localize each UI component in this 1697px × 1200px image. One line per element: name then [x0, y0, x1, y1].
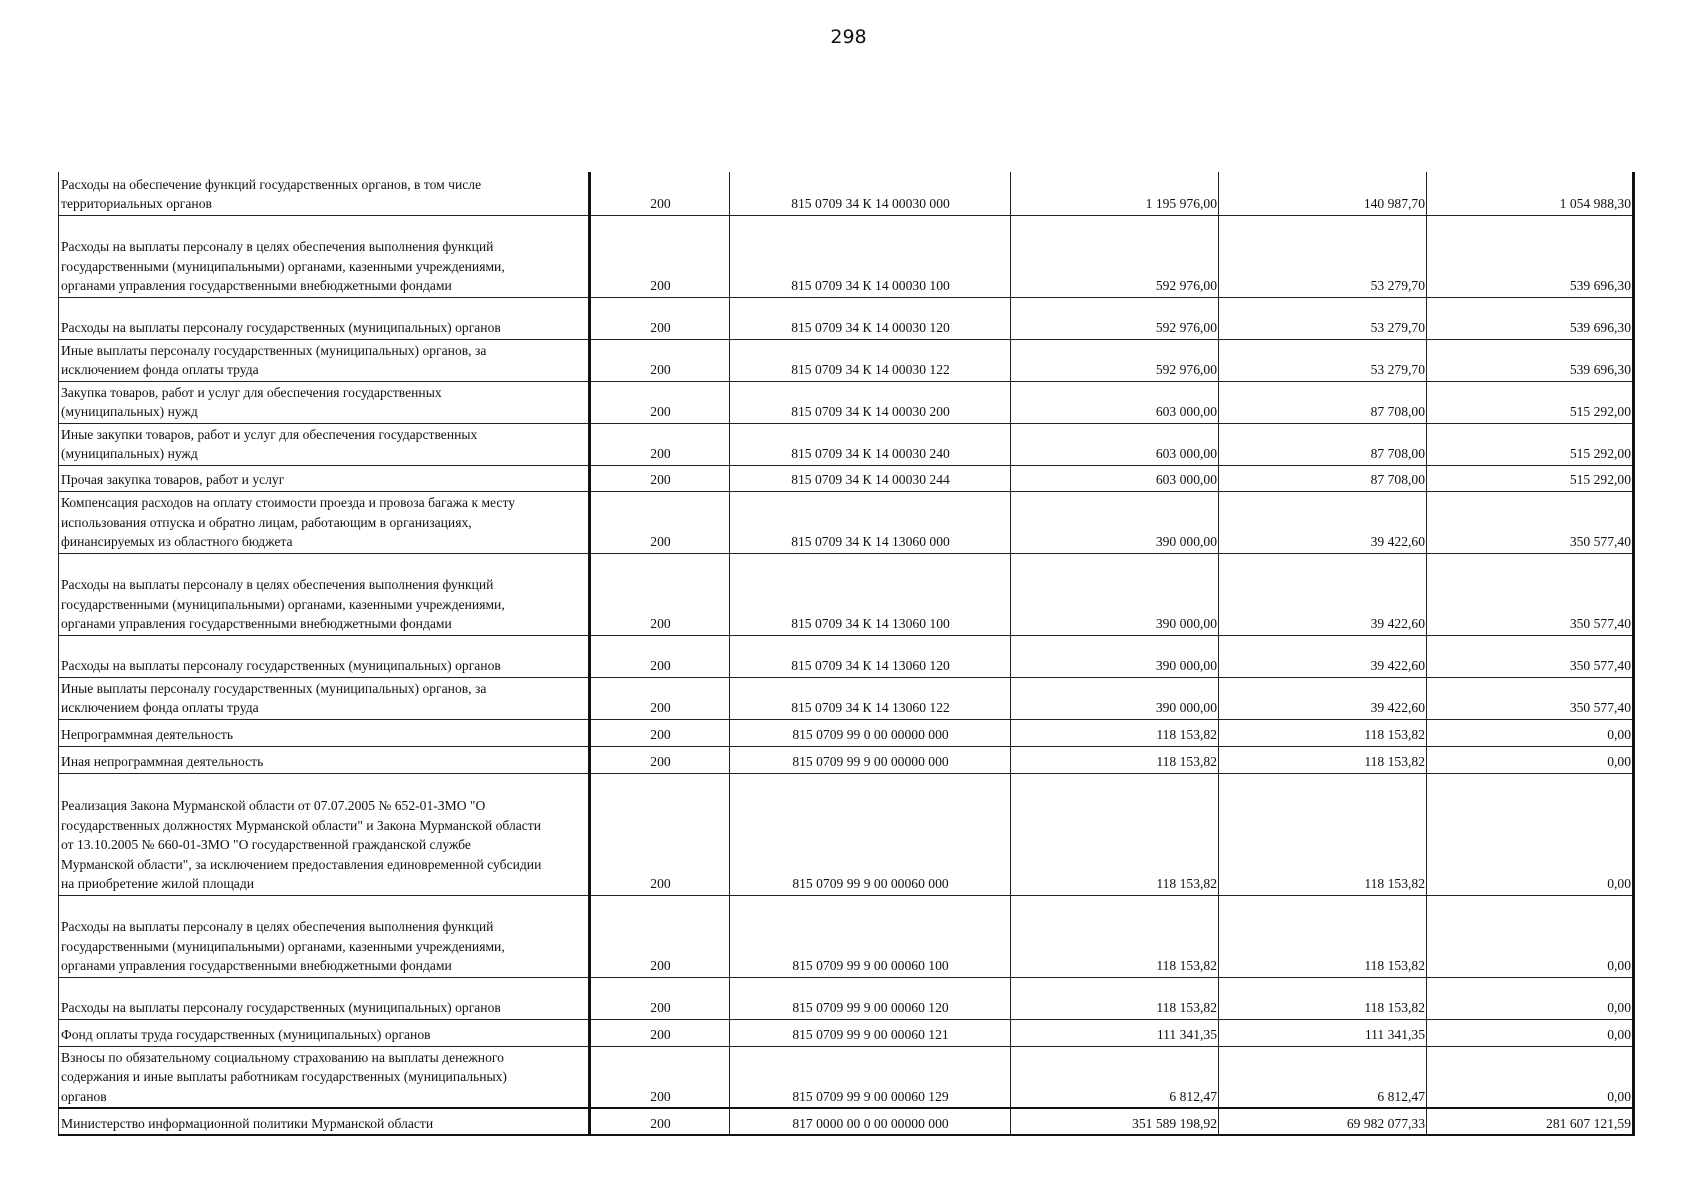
row-executed-cell — [1219, 635, 1427, 677]
row-code-cell — [590, 465, 730, 491]
table-row — [59, 1108, 1634, 1135]
row-code-cell — [590, 297, 730, 339]
row-approved-text: 118 153,82 — [1156, 754, 1217, 769]
row-kbk-text: 815 0709 34 К 14 00030 122 — [791, 362, 950, 377]
row-remaining-cell — [1427, 215, 1634, 297]
row-name-cell — [59, 297, 590, 339]
row-name-text: Расходы на выплаты персоналу государственных (муниципальных) органов — [61, 1000, 501, 1015]
row-remaining-cell — [1427, 553, 1634, 635]
table-row — [59, 215, 1634, 297]
row-name-cell — [59, 553, 590, 635]
row-kbk-cell — [730, 465, 1011, 491]
row-executed-text: 6 812,47 — [1377, 1088, 1425, 1104]
row-executed-text: 118 153,82 — [1364, 754, 1425, 769]
row-executed-text: 39 422,60 — [1370, 658, 1425, 673]
row-executed-text: 39 422,60 — [1370, 534, 1425, 549]
row-executed-cell — [1219, 746, 1427, 773]
table-row — [59, 977, 1634, 1019]
row-kbk-cell — [730, 381, 1011, 423]
row-code-text: 200 — [650, 958, 671, 973]
row-kbk-text: 815 0709 99 9 00 00000 000 — [792, 754, 949, 769]
row-kbk-cell — [730, 746, 1011, 773]
row-code-text: 200 — [650, 876, 671, 891]
row-name-text: Иная непрограммная деятельность — [61, 754, 264, 769]
row-kbk-cell — [730, 1019, 1011, 1046]
row-name-text: Иные выплаты персоналу государственных (муниципальных) органов, за исключением фонда оплаты труда — [61, 680, 487, 715]
table-row — [59, 1019, 1634, 1046]
row-kbk-text: 815 0709 34 К 14 13060 122 — [791, 700, 950, 715]
row-approved-text: 118 153,82 — [1156, 958, 1217, 973]
row-name-text: Закупка товаров, работ и услуг для обеспечения государственных (муниципальных) нужд — [61, 384, 442, 419]
row-approved-cell — [1011, 172, 1219, 215]
row-remaining-text: 0,00 — [1607, 876, 1631, 891]
row-code-text: 200 — [650, 658, 671, 673]
row-executed-text: 39 422,60 — [1370, 700, 1425, 715]
row-executed-cell — [1219, 339, 1427, 381]
row-remaining-cell — [1427, 977, 1634, 1019]
row-name-cell — [59, 677, 590, 719]
row-kbk-text: 815 0709 34 К 14 13060 100 — [791, 616, 950, 631]
row-approved-text: 111 341,35 — [1156, 1027, 1217, 1042]
row-approved-cell — [1011, 215, 1219, 297]
row-remaining-cell — [1427, 172, 1634, 215]
row-kbk-text: 815 0709 34 К 14 13060 000 — [791, 534, 950, 549]
row-executed-cell — [1219, 773, 1427, 895]
row-executed-cell — [1219, 553, 1427, 635]
row-name-cell — [59, 1019, 590, 1046]
row-executed-text: 53 279,70 — [1370, 278, 1425, 293]
row-code-cell — [590, 553, 730, 635]
row-name-cell — [59, 423, 590, 465]
row-approved-cell — [1011, 977, 1219, 1019]
row-name-text: Расходы на выплаты персоналу в целях обеспечения выполнения функций государственными (муниципальными) органами, казенными учреждениями, органами управления государственными внебюджетными фондами — [61, 577, 505, 631]
row-code-cell — [590, 339, 730, 381]
row-approved-text: 118 153,82 — [1156, 876, 1217, 891]
row-remaining-cell — [1427, 1046, 1634, 1108]
row-approved-text: 390 000,00 — [1155, 658, 1217, 673]
row-name-cell — [59, 381, 590, 423]
page-number: 298 — [830, 26, 867, 48]
row-remaining-text: 350 577,40 — [1569, 700, 1631, 715]
row-executed-cell — [1219, 677, 1427, 719]
table-row — [59, 635, 1634, 677]
row-approved-text: 6 812,47 — [1169, 1088, 1217, 1104]
row-name-text: Расходы на обеспечение функций государственных органов, в том числе территориальных органов — [61, 176, 482, 211]
row-executed-cell — [1219, 297, 1427, 339]
table-row — [59, 423, 1634, 465]
row-remaining-text: 350 577,40 — [1569, 616, 1631, 631]
row-name-text: Иные выплаты персоналу государственных (муниципальных) органов, за исключением фонда оплаты труда — [61, 342, 487, 377]
row-remaining-cell — [1427, 1108, 1634, 1135]
row-executed-cell — [1219, 719, 1427, 746]
row-kbk-text: 815 0709 34 К 14 00030 200 — [791, 404, 950, 419]
row-executed-text: 118 153,82 — [1364, 1000, 1425, 1015]
row-kbk-text: 815 0709 34 К 14 00030 244 — [791, 472, 950, 487]
row-code-text: 200 — [650, 1000, 671, 1015]
row-code-text: 200 — [650, 754, 671, 769]
row-code-text: 200 — [650, 727, 671, 742]
table-row — [59, 719, 1634, 746]
row-remaining-cell — [1427, 1019, 1634, 1046]
row-name-cell — [59, 491, 590, 553]
row-code-text: 200 — [650, 278, 671, 293]
row-executed-cell — [1219, 172, 1427, 215]
table-row — [59, 381, 1634, 423]
row-executed-text: 118 153,82 — [1364, 876, 1425, 891]
row-name-cell — [59, 895, 590, 977]
row-kbk-cell — [730, 215, 1011, 297]
row-kbk-text: 815 0709 34 К 14 00030 120 — [791, 320, 950, 335]
row-approved-cell — [1011, 895, 1219, 977]
row-approved-cell — [1011, 1019, 1219, 1046]
row-code-text: 200 — [650, 534, 671, 549]
row-remaining-text: 539 696,30 — [1569, 362, 1631, 377]
row-name-text: Компенсация расходов на оплату стоимости проезда и провоза багажа к месту использования отпуска и обратно лицам, работающим в организациях, финансируемых из областного бюджета — [61, 495, 516, 549]
table-row — [59, 746, 1634, 773]
row-executed-text: 53 279,70 — [1370, 362, 1425, 377]
row-remaining-cell — [1427, 746, 1634, 773]
row-code-text: 200 — [650, 1088, 671, 1104]
row-kbk-text: 817 0000 00 0 00 00000 000 — [792, 1115, 949, 1131]
row-kbk-cell — [730, 635, 1011, 677]
table-row — [59, 773, 1634, 895]
row-approved-cell — [1011, 719, 1219, 746]
row-remaining-text: 0,00 — [1607, 1088, 1631, 1104]
row-kbk-cell — [730, 977, 1011, 1019]
row-name-cell — [59, 719, 590, 746]
row-remaining-cell — [1427, 381, 1634, 423]
row-approved-text: 603 000,00 — [1155, 404, 1217, 419]
row-approved-cell — [1011, 339, 1219, 381]
row-code-cell — [590, 1019, 730, 1046]
row-approved-cell — [1011, 297, 1219, 339]
row-name-cell — [59, 339, 590, 381]
row-kbk-text: 815 0709 99 0 00 00000 000 — [792, 727, 949, 742]
row-name-cell — [59, 746, 590, 773]
row-executed-cell — [1219, 381, 1427, 423]
row-remaining-text: 539 696,30 — [1569, 320, 1631, 335]
row-executed-cell — [1219, 215, 1427, 297]
row-remaining-cell — [1427, 491, 1634, 553]
row-code-cell — [590, 1046, 730, 1108]
row-executed-text: 69 982 077,33 — [1346, 1115, 1425, 1131]
row-name-cell — [59, 635, 590, 677]
row-name-cell — [59, 215, 590, 297]
row-remaining-text: 281 607 121,59 — [1546, 1115, 1631, 1131]
row-executed-cell — [1219, 895, 1427, 977]
row-name-cell — [59, 1108, 590, 1135]
row-code-text: 200 — [650, 616, 671, 631]
row-remaining-text: 1 054 988,30 — [1559, 196, 1631, 211]
row-name-text: Непрограммная деятельность — [61, 727, 234, 742]
row-executed-cell — [1219, 491, 1427, 553]
row-executed-cell — [1219, 1019, 1427, 1046]
row-remaining-text: 0,00 — [1607, 1000, 1631, 1015]
row-kbk-cell — [730, 553, 1011, 635]
row-code-cell — [590, 381, 730, 423]
row-remaining-cell — [1427, 297, 1634, 339]
row-kbk-text: 815 0709 99 9 00 00060 120 — [792, 1000, 949, 1015]
row-remaining-text: 539 696,30 — [1569, 278, 1631, 293]
table-body — [59, 172, 1634, 1135]
row-executed-cell — [1219, 423, 1427, 465]
row-name-text: Расходы на выплаты персоналу в целях обеспечения выполнения функций государственными (муниципальными) органами, казенными учреждениями, органами управления государственными внебюджетными фондами — [61, 919, 505, 973]
row-executed-text: 111 341,35 — [1364, 1027, 1425, 1042]
budget-execution-table — [58, 172, 1635, 1136]
row-name-cell — [59, 977, 590, 1019]
row-code-cell — [590, 773, 730, 895]
row-remaining-text: 515 292,00 — [1569, 446, 1631, 461]
row-approved-cell — [1011, 491, 1219, 553]
table-row — [59, 1046, 1634, 1108]
row-approved-text: 390 000,00 — [1155, 534, 1217, 549]
row-approved-text: 592 976,00 — [1155, 320, 1217, 335]
row-remaining-text: 0,00 — [1607, 1027, 1631, 1042]
row-executed-text: 39 422,60 — [1370, 616, 1425, 631]
row-remaining-cell — [1427, 719, 1634, 746]
row-name-text: Взносы по обязательному социальному страхованию на выплаты денежного содержания и иные выплаты работникам государственных (муниципальных) органов — [61, 1049, 507, 1104]
row-approved-cell — [1011, 423, 1219, 465]
row-code-text: 200 — [650, 1115, 671, 1131]
row-name-cell — [59, 172, 590, 215]
row-kbk-cell — [730, 1108, 1011, 1135]
row-executed-text: 53 279,70 — [1370, 320, 1425, 335]
table-row — [59, 465, 1634, 491]
row-code-cell — [590, 423, 730, 465]
row-remaining-cell — [1427, 339, 1634, 381]
row-approved-cell — [1011, 553, 1219, 635]
row-executed-cell — [1219, 977, 1427, 1019]
row-executed-text: 87 708,00 — [1370, 472, 1425, 487]
row-remaining-text: 515 292,00 — [1569, 404, 1631, 419]
row-approved-cell — [1011, 465, 1219, 491]
row-name-text: Расходы на выплаты персоналу в целях обеспечения выполнения функций государственными (муниципальными) органами, казенными учреждениями, органами управления государственными внебюджетными фондами — [61, 239, 505, 293]
row-name-text: Расходы на выплаты персоналу государственных (муниципальных) органов — [61, 658, 501, 673]
row-code-cell — [590, 1108, 730, 1135]
row-code-cell — [590, 172, 730, 215]
row-code-text: 200 — [650, 1027, 671, 1042]
table-row — [59, 172, 1634, 215]
row-executed-text: 87 708,00 — [1370, 404, 1425, 419]
row-kbk-text: 815 0709 99 9 00 00060 129 — [792, 1088, 949, 1104]
row-executed-text: 118 153,82 — [1364, 958, 1425, 973]
row-name-cell — [59, 1046, 590, 1108]
row-approved-text: 118 153,82 — [1156, 727, 1217, 742]
row-code-cell — [590, 895, 730, 977]
row-remaining-cell — [1427, 895, 1634, 977]
row-approved-cell — [1011, 1046, 1219, 1108]
row-approved-cell — [1011, 1108, 1219, 1135]
row-kbk-cell — [730, 1046, 1011, 1108]
row-remaining-text: 0,00 — [1607, 958, 1631, 973]
row-kbk-cell — [730, 895, 1011, 977]
row-kbk-text: 815 0709 34 К 14 00030 100 — [791, 278, 950, 293]
row-kbk-text: 815 0709 99 9 00 00060 100 — [792, 958, 949, 973]
row-approved-text: 592 976,00 — [1155, 278, 1217, 293]
row-name-text: Министерство информационной политики Мурманской области — [61, 1115, 434, 1131]
row-name-text: Реализация Закона Мурманской области от 07.07.2005 № 652-01-ЗМО "О государственных должностях Мурманской области" и Закона Мурманской области от 13.10.2005 № 660-01-ЗМО "О государственной гражданской службе Мурманской области", за исключением предоставления единовременной субсидии на приобретение жилой площади — [61, 798, 542, 891]
row-code-cell — [590, 677, 730, 719]
row-approved-cell — [1011, 746, 1219, 773]
row-remaining-cell — [1427, 465, 1634, 491]
table-row — [59, 339, 1634, 381]
row-remaining-text: 0,00 — [1607, 754, 1631, 769]
row-remaining-text: 515 292,00 — [1569, 472, 1631, 487]
row-approved-text: 118 153,82 — [1156, 1000, 1217, 1015]
row-kbk-text: 815 0709 34 К 14 00030 000 — [791, 196, 950, 211]
row-name-cell — [59, 773, 590, 895]
row-name-cell — [59, 465, 590, 491]
row-code-text: 200 — [650, 472, 671, 487]
row-remaining-text: 0,00 — [1607, 727, 1631, 742]
row-name-text: Фонд оплаты труда государственных (муниципальных) органов — [61, 1027, 431, 1042]
row-code-cell — [590, 635, 730, 677]
row-kbk-cell — [730, 491, 1011, 553]
row-remaining-text: 350 577,40 — [1569, 658, 1631, 673]
row-code-cell — [590, 977, 730, 1019]
row-remaining-cell — [1427, 635, 1634, 677]
row-executed-text: 87 708,00 — [1370, 446, 1425, 461]
row-code-text: 200 — [650, 700, 671, 715]
row-kbk-text: 815 0709 34 К 14 13060 120 — [791, 658, 950, 673]
row-kbk-cell — [730, 773, 1011, 895]
row-remaining-text: 350 577,40 — [1569, 534, 1631, 549]
row-remaining-cell — [1427, 773, 1634, 895]
row-approved-text: 351 589 198,92 — [1132, 1115, 1217, 1131]
row-kbk-cell — [730, 677, 1011, 719]
row-code-text: 200 — [650, 362, 671, 377]
table-row — [59, 895, 1634, 977]
row-kbk-cell — [730, 339, 1011, 381]
row-executed-cell — [1219, 1046, 1427, 1108]
row-approved-cell — [1011, 635, 1219, 677]
row-name-text: Прочая закупка товаров, работ и услуг — [61, 472, 285, 487]
table-row — [59, 491, 1634, 553]
row-approved-cell — [1011, 381, 1219, 423]
row-kbk-cell — [730, 297, 1011, 339]
row-name-text: Иные закупки товаров, работ и услуг для обеспечения государственных (муниципальных) нужд — [61, 426, 478, 461]
row-remaining-cell — [1427, 423, 1634, 465]
row-code-cell — [590, 215, 730, 297]
row-code-text: 200 — [650, 404, 671, 419]
row-kbk-cell — [730, 172, 1011, 215]
row-kbk-text: 815 0709 34 К 14 00030 240 — [791, 446, 950, 461]
row-approved-text: 1 195 976,00 — [1145, 196, 1217, 211]
row-code-text: 200 — [650, 320, 671, 335]
row-kbk-cell — [730, 423, 1011, 465]
row-approved-cell — [1011, 677, 1219, 719]
row-code-cell — [590, 746, 730, 773]
row-executed-text: 140 987,70 — [1363, 196, 1425, 211]
row-kbk-text: 815 0709 99 9 00 00060 121 — [792, 1027, 949, 1042]
row-approved-text: 390 000,00 — [1155, 700, 1217, 715]
row-executed-text: 118 153,82 — [1364, 727, 1425, 742]
row-code-text: 200 — [650, 446, 671, 461]
table-row — [59, 297, 1634, 339]
row-kbk-text: 815 0709 99 9 00 00060 000 — [792, 876, 949, 891]
row-name-text: Расходы на выплаты персоналу государственных (муниципальных) органов — [61, 320, 501, 335]
table-row — [59, 677, 1634, 719]
row-approved-text: 390 000,00 — [1155, 616, 1217, 631]
row-code-text: 200 — [650, 196, 671, 211]
table-row — [59, 553, 1634, 635]
row-approved-cell — [1011, 773, 1219, 895]
row-executed-cell — [1219, 1108, 1427, 1135]
row-remaining-cell — [1427, 677, 1634, 719]
row-code-cell — [590, 719, 730, 746]
row-executed-cell — [1219, 465, 1427, 491]
row-kbk-cell — [730, 719, 1011, 746]
row-approved-text: 603 000,00 — [1155, 446, 1217, 461]
row-code-cell — [590, 491, 730, 553]
row-approved-text: 603 000,00 — [1155, 472, 1217, 487]
row-approved-text: 592 976,00 — [1155, 362, 1217, 377]
